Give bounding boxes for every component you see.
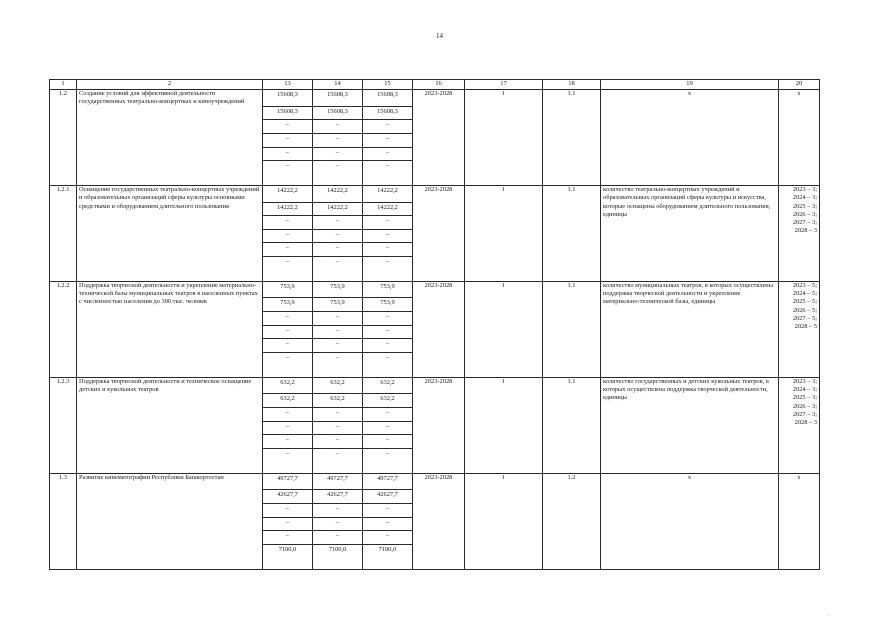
amount-cell: – [313, 243, 363, 257]
target-value: 2026 – 5; [792, 306, 817, 314]
amount-cell: – [313, 216, 363, 230]
amount-cell: – [363, 120, 413, 134]
amount-cell: – [363, 147, 413, 161]
amount-cell: – [263, 257, 313, 282]
amount-cell: 753,9 [363, 282, 413, 298]
target-value: 2026 – 3; [792, 210, 817, 218]
target-values [779, 378, 820, 474]
target-value: 2025 – 3; [792, 202, 817, 210]
amount-cell: – [313, 421, 363, 435]
amount-cell: – [313, 312, 363, 326]
scan-mark: ·:· [826, 612, 832, 618]
amount-cell: – [363, 352, 413, 377]
amount-cell: 753,9 [313, 298, 363, 312]
amount-cell: 15608,3 [263, 106, 313, 120]
amount-cell: 14222,2 [363, 186, 413, 202]
amount-cell: 632,2 [363, 394, 413, 408]
target-value: х [797, 90, 801, 98]
amount-cell: 753,9 [363, 298, 413, 312]
table-row [50, 90, 820, 106]
amount-cell: 632,2 [313, 378, 363, 394]
page-number: 14 [436, 32, 443, 40]
amount-cell: 14222,2 [263, 186, 313, 202]
amount-cell: – [363, 531, 413, 545]
amount-cell: – [363, 161, 413, 186]
indicator-text: количество государственных и детских кукольных театров, в которых осуществлена поддержка творческой деятельности, единицы [601, 378, 779, 474]
amount-cell: 14222,2 [263, 202, 313, 216]
amount-cell: 7100,0 [363, 544, 413, 569]
target-value: 2026 – 3; [792, 402, 817, 410]
activity-name: Поддержка творческой деятельности и укрепление материально-технической базы муниципальных театров в населенных пунктах с численностью населения до 300 тыс. человек [77, 282, 263, 378]
amount-cell: – [263, 161, 313, 186]
header-cell: 14 [313, 80, 363, 90]
amount-cell: – [263, 517, 313, 531]
activity-name: Развитие кинематографии Республики Башкортостан [77, 473, 263, 569]
target-value: 2027 – 3; [792, 218, 817, 226]
amount-cell: – [313, 161, 363, 186]
header-cell: 18 [543, 80, 601, 90]
amount-cell: – [363, 421, 413, 435]
amount-cell: – [363, 503, 413, 517]
col-17-value: 1 [465, 282, 543, 378]
amount-cell: 15608,3 [263, 90, 313, 106]
col-17-value: 1 [465, 90, 543, 186]
activity-name: Оснащение государственных театрально-концертных учреждений и образовательных организаций сферы культуры основными средствами и оборудованием длительного пользования [77, 186, 263, 282]
amount-cell: – [263, 216, 313, 230]
target-value: 2023 – 5; [792, 282, 817, 290]
amount-cell: – [363, 517, 413, 531]
amount-cell: 7100,0 [263, 544, 313, 569]
row-number: 1.2.2 [50, 282, 77, 378]
table-row [50, 473, 820, 489]
amount-cell: – [263, 352, 313, 377]
amount-cell: 632,2 [313, 394, 363, 408]
amount-cell: – [363, 243, 413, 257]
amount-cell: – [263, 312, 313, 326]
amount-cell: 15608,3 [363, 106, 413, 120]
header-cell: 20 [779, 80, 820, 90]
target-value: 2028 – 5 [794, 323, 817, 331]
row-number: 1.2.1 [50, 186, 77, 282]
amount-cell: – [313, 503, 363, 517]
period: 2023-2028 [413, 282, 465, 378]
target-value: 2028 – 3 [794, 227, 817, 235]
target-values [779, 473, 820, 569]
amount-cell: – [313, 133, 363, 147]
target-value: 2025 – 5; [792, 298, 817, 306]
amount-cell: – [363, 216, 413, 230]
amount-cell: – [313, 257, 363, 282]
col-18-value: 1.2 [543, 473, 601, 569]
header-cell: 17 [465, 80, 543, 90]
amount-cell: 632,2 [363, 378, 413, 394]
indicator-text: количество муниципальных театров, в которых осуществлены поддержка творческой деятельности и укрепление материально-технической базы, единицы [601, 282, 779, 378]
amount-cell: – [313, 517, 363, 531]
target-value: 2024 – 3; [792, 386, 817, 394]
activity-name: Создание условий для эффективной деятельности государственных театрально-концертных и киноучреждений [77, 90, 263, 186]
target-value: 2028 – 3 [794, 418, 817, 426]
row-number: 1.3 [50, 473, 77, 569]
amount-cell: 15608,3 [313, 106, 363, 120]
amount-cell: 14222,2 [313, 202, 363, 216]
amount-cell: – [263, 407, 313, 421]
table-row [50, 186, 820, 202]
col-17-value: 1 [465, 186, 543, 282]
amount-cell: – [263, 531, 313, 545]
amount-cell: – [313, 325, 363, 339]
amount-cell: 753,9 [263, 282, 313, 298]
target-value: х [797, 473, 801, 481]
amount-cell: – [263, 229, 313, 243]
row-number: 1.2.3 [50, 378, 77, 474]
amount-cell: – [363, 312, 413, 326]
row-number: 1.2 [50, 90, 77, 186]
amount-cell: 14222,2 [313, 186, 363, 202]
col-18-value: 1.1 [543, 282, 601, 378]
target-value: 2024 – 3; [792, 194, 817, 202]
amount-cell: 42627,7 [313, 490, 363, 504]
amount-cell: 49727,7 [313, 473, 363, 489]
amount-cell: – [313, 120, 363, 134]
amount-cell: 7100,0 [313, 544, 363, 569]
amount-cell: – [313, 229, 363, 243]
amount-cell: 753,9 [263, 298, 313, 312]
amount-cell: 632,2 [263, 378, 313, 394]
target-value: 2027 – 5; [792, 314, 817, 322]
amount-cell: – [313, 435, 363, 449]
amount-cell: – [313, 407, 363, 421]
amount-cell: – [263, 421, 313, 435]
target-value: 2024 – 5; [792, 290, 817, 298]
amount-cell: – [263, 133, 313, 147]
period: 2023-2028 [413, 186, 465, 282]
amount-cell: 15608,3 [363, 90, 413, 106]
target-value: 2023 – 3; [792, 186, 817, 194]
amount-cell: 42627,7 [363, 490, 413, 504]
amount-cell: 753,9 [313, 282, 363, 298]
amount-cell: 632,2 [263, 394, 313, 408]
period: 2023-2028 [413, 473, 465, 569]
table-row [50, 282, 820, 298]
target-value: 2025 – 3; [792, 394, 817, 402]
table-row [50, 378, 820, 394]
period: 2023-2028 [413, 378, 465, 474]
header-cell: 19 [601, 80, 779, 90]
amount-cell: – [263, 448, 313, 473]
amount-cell: – [363, 448, 413, 473]
amount-cell: – [313, 448, 363, 473]
amount-cell: 15608,3 [313, 90, 363, 106]
col-18-value: 1.1 [543, 90, 601, 186]
amount-cell: 49727,7 [363, 473, 413, 489]
amount-cell: – [263, 503, 313, 517]
amount-cell: – [363, 133, 413, 147]
target-values [779, 282, 820, 378]
amount-cell: – [263, 120, 313, 134]
amount-cell: – [313, 352, 363, 377]
header-cell: 15 [363, 80, 413, 90]
amount-cell: – [363, 339, 413, 353]
amount-cell: – [313, 147, 363, 161]
target-value: 2023 – 3; [792, 378, 817, 385]
target-values [779, 90, 820, 186]
program-table [49, 79, 820, 570]
amount-cell: – [363, 435, 413, 449]
header-row [50, 80, 820, 90]
amount-cell: – [363, 407, 413, 421]
activity-name: Поддержка творческой деятельности и техническое оснащение детских и кукольных театров [77, 378, 263, 474]
amount-cell: – [263, 147, 313, 161]
col-18-value: 1.1 [543, 186, 601, 282]
amount-cell: – [263, 339, 313, 353]
amount-cell: 14222,2 [363, 202, 413, 216]
header-cell: 13 [263, 80, 313, 90]
indicator-text: х [601, 473, 779, 569]
amount-cell: – [363, 325, 413, 339]
amount-cell: – [313, 531, 363, 545]
col-18-value: 1.1 [543, 378, 601, 474]
amount-cell: – [363, 257, 413, 282]
header-cell: 2 [77, 80, 263, 90]
amount-cell: 42627,7 [263, 490, 313, 504]
amount-cell: – [263, 243, 313, 257]
period: 2023-2028 [413, 90, 465, 186]
indicator-text: х [601, 90, 779, 186]
amount-cell: – [263, 325, 313, 339]
amount-cell: – [313, 339, 363, 353]
col-17-value: 1 [465, 378, 543, 474]
header-cell: 16 [413, 80, 465, 90]
amount-cell: – [263, 435, 313, 449]
indicator-text: количество театрально-концертных учреждений и образовательных организаций сферы культуры и искусства, которые оснащены оборудованием длительного пользования, единицы [601, 186, 779, 282]
header-cell: 1 [50, 80, 77, 90]
amount-cell: 49727,7 [263, 473, 313, 489]
target-values [779, 186, 820, 282]
target-value: 2027 – 3; [792, 410, 817, 418]
amount-cell: – [363, 229, 413, 243]
col-17-value: 1 [465, 473, 543, 569]
